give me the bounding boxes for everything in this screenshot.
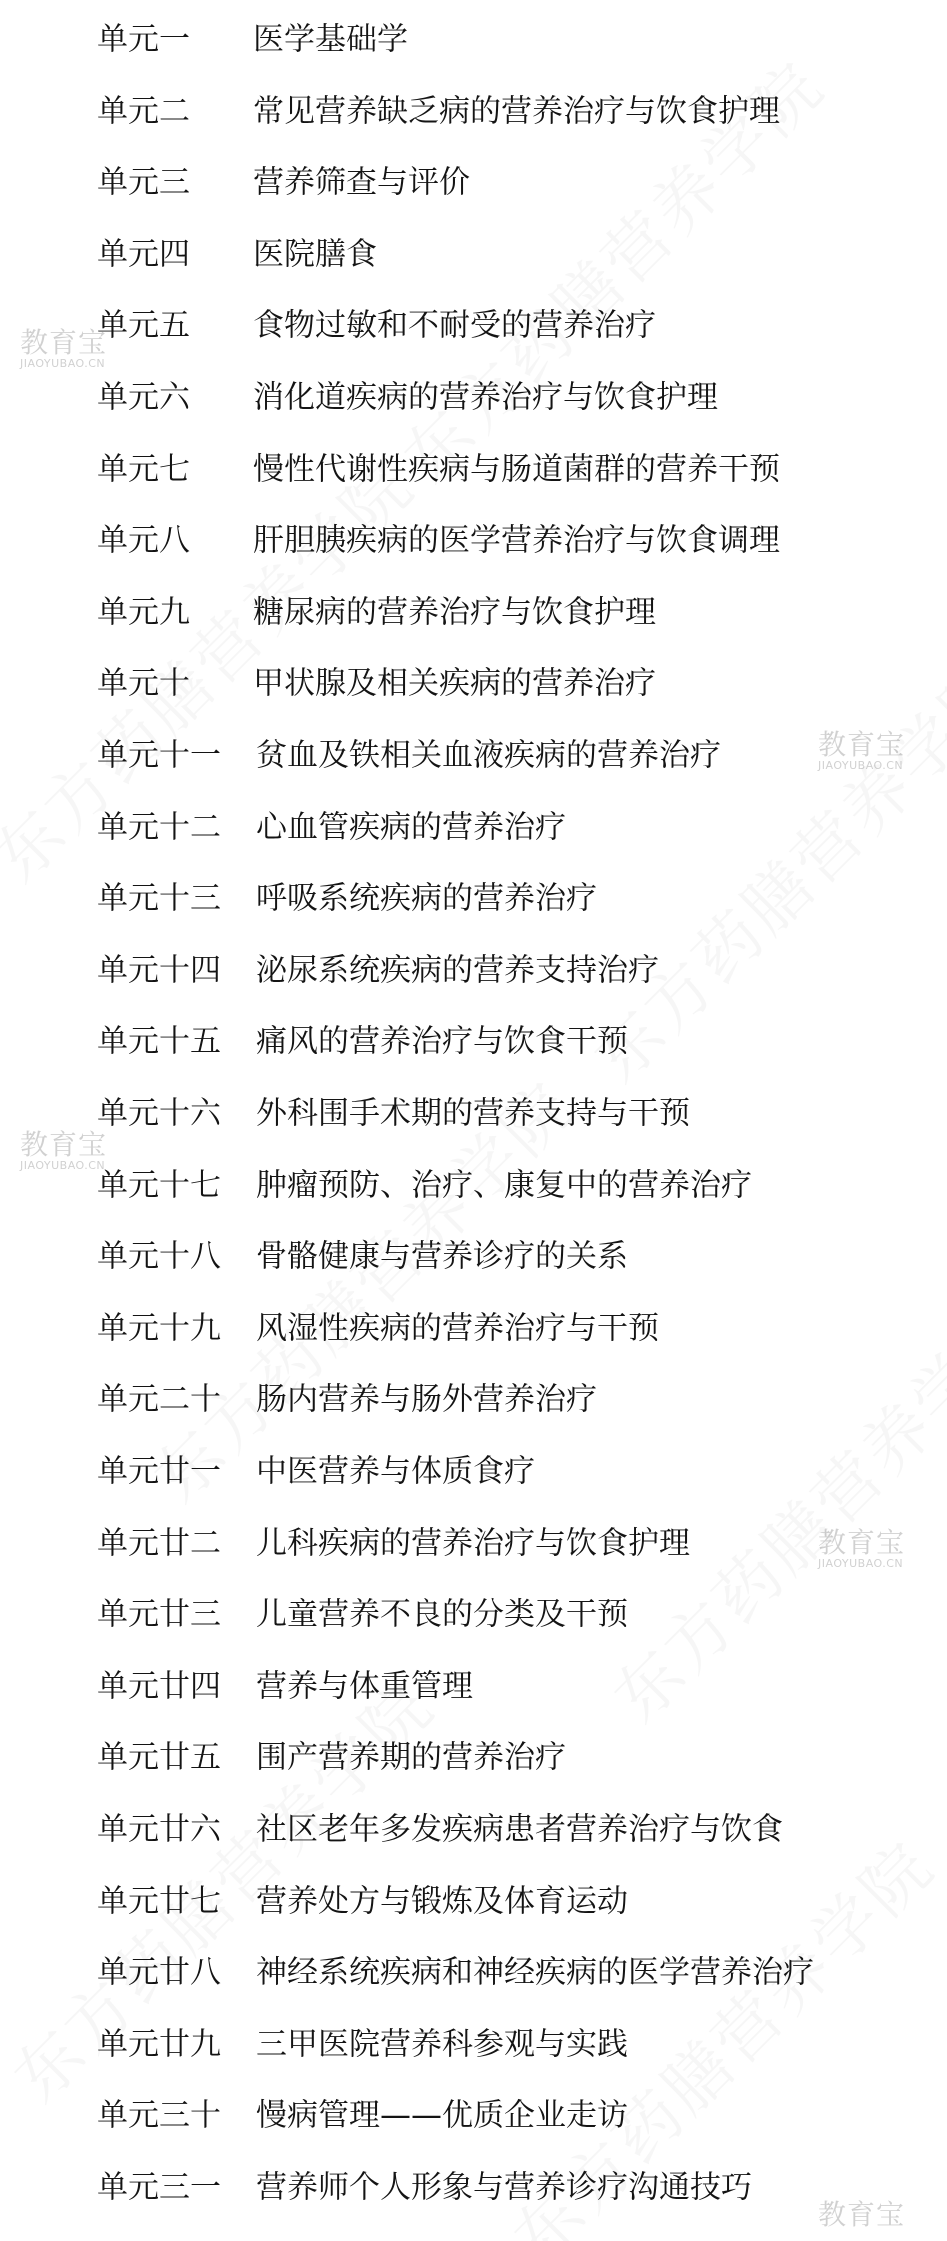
unit-number: 单元二十: [97, 1381, 221, 1418]
unit-title: 肝胆胰疾病的医学营养治疗与饮食调理: [253, 522, 780, 559]
unit-title: 泌尿系统疾病的营养支持治疗: [256, 952, 659, 989]
unit-number: 单元廿二: [97, 1525, 221, 1562]
unit-title: 食物过敏和不耐受的营养治疗: [253, 307, 656, 344]
unit-title: 营养筛查与评价: [253, 164, 470, 201]
unit-number: 单元十四: [97, 952, 221, 989]
unit-title: 痛风的营养治疗与饮食干预: [256, 1023, 628, 1060]
unit-number: 单元十一: [97, 737, 221, 774]
unit-number: 单元四: [97, 236, 190, 273]
unit-title: 肿瘤预防、治疗、康复中的营养治疗: [256, 1167, 752, 1204]
unit-number: 单元三一: [97, 2169, 221, 2206]
unit-number: 单元廿九: [97, 2026, 221, 2063]
unit-number: 单元廿七: [97, 1883, 221, 1920]
unit-row: [0, 716, 947, 788]
unit-number: 单元二: [97, 93, 190, 130]
unit-title: 医院膳食: [253, 236, 377, 273]
unit-row: [0, 645, 947, 717]
unit-title: 呼吸系统疾病的营养治疗: [256, 880, 597, 917]
unit-row: [0, 215, 947, 287]
unit-title: 围产营养期的营养治疗: [256, 1739, 566, 1776]
unit-row: [0, 287, 947, 359]
unit-number: 单元十三: [97, 880, 221, 917]
unit-number: 单元九: [97, 594, 190, 631]
unit-title: 贫血及铁相关血液疾病的营养治疗: [256, 737, 721, 774]
unit-row: [0, 2148, 947, 2220]
unit-number: 单元十六: [97, 1095, 221, 1132]
unit-number: 单元七: [97, 451, 190, 488]
unit-row: [0, 1361, 947, 1433]
unit-row: [0, 1504, 947, 1576]
unit-number: 单元廿八: [97, 1954, 221, 1991]
unit-title: 三甲医院营养科参观与实践: [256, 2026, 628, 2063]
watermark-logo-cn: 教育宝: [818, 1526, 906, 1559]
unit-number: 单元三: [97, 164, 190, 201]
unit-title: 中医营养与体质食疗: [256, 1453, 535, 1490]
watermark-logo-cn: 教育宝: [818, 728, 906, 761]
unit-number: 单元三十: [97, 2097, 221, 2134]
unit-row: [0, 1719, 947, 1791]
unit-title: 慢病管理——优质企业走访: [256, 2097, 628, 2134]
unit-row: [0, 0, 947, 72]
watermark-logo-en: JIAOYUBAO.CN: [818, 1557, 904, 1570]
unit-title: 风湿性疾病的营养治疗与干预: [256, 1310, 659, 1347]
unit-title: 骨骼健康与营养诊疗的关系: [256, 1238, 628, 1275]
unit-title: 社区老年多发疾病患者营养治疗与饮食: [256, 1811, 783, 1848]
unit-title: 儿科疾病的营养治疗与饮食护理: [256, 1525, 690, 1562]
unit-row: [0, 1647, 947, 1719]
unit-row: [0, 1074, 947, 1146]
unit-title: 常见营养缺乏病的营养治疗与饮食护理: [253, 93, 780, 130]
unit-title: 慢性代谢性疾病与肠道菌群的营养干预: [253, 451, 780, 488]
unit-row: [0, 143, 947, 215]
watermark-logo-en: JIAOYUBAO.CN: [818, 759, 904, 772]
unit-row: [0, 430, 947, 502]
unit-title: 糖尿病的营养治疗与饮食护理: [253, 594, 656, 631]
unit-row: [0, 1289, 947, 1361]
unit-row: [0, 573, 947, 645]
unit-title: 肠内营养与肠外营养治疗: [256, 1381, 597, 1418]
unit-number: 单元十: [97, 665, 190, 702]
unit-title: 心血管疾病的营养治疗: [256, 809, 566, 846]
unit-row: [0, 1790, 947, 1862]
unit-row: [0, 358, 947, 430]
unit-row: [0, 72, 947, 144]
unit-row: [0, 788, 947, 860]
unit-row: [0, 859, 947, 931]
unit-title: 神经系统疾病和神经疾病的医学营养治疗: [256, 1954, 814, 1991]
unit-title: 营养处方与锻炼及体育运动: [256, 1883, 628, 1920]
unit-number: 单元十二: [97, 809, 221, 846]
unit-number: 单元八: [97, 522, 190, 559]
unit-title: 营养师个人形象与营养诊疗沟通技巧: [256, 2169, 752, 2206]
unit-title: 甲状腺及相关疾病的营养治疗: [253, 665, 656, 702]
unit-number: 单元廿一: [97, 1453, 221, 1490]
unit-row: [0, 1432, 947, 1504]
unit-title: 营养与体重管理: [256, 1668, 473, 1705]
watermark-logo-cn: 教育宝: [20, 326, 108, 359]
watermark-logo-cn: 教育宝: [818, 2198, 906, 2231]
unit-number: 单元廿四: [97, 1668, 221, 1705]
unit-title: 医学基础学: [253, 21, 408, 58]
unit-number: 单元六: [97, 379, 190, 416]
unit-number: 单元十九: [97, 1310, 221, 1347]
unit-row: [0, 501, 947, 573]
watermark-logo-en: JIAOYUBAO.CN: [20, 357, 106, 370]
unit-number: 单元十八: [97, 1238, 221, 1275]
unit-number: 单元廿三: [97, 1596, 221, 1633]
unit-row: [0, 1217, 947, 1289]
unit-number: 单元廿六: [97, 1811, 221, 1848]
unit-row: [0, 1003, 947, 1075]
unit-row: [0, 2077, 947, 2149]
unit-row: [0, 1146, 947, 1218]
unit-number: 单元十五: [97, 1023, 221, 1060]
unit-row: [0, 931, 947, 1003]
unit-title: 消化道疾病的营养治疗与饮食护理: [253, 379, 718, 416]
watermark-logo-cn: 教育宝: [20, 1128, 108, 1161]
unit-number: 单元五: [97, 307, 190, 344]
unit-row: [0, 2005, 947, 2077]
unit-number: 单元廿五: [97, 1739, 221, 1776]
watermark-logo-en: JIAOYUBAO.CN: [20, 1159, 106, 1172]
unit-title: 外科围手术期的营养支持与干预: [256, 1095, 690, 1132]
unit-row: [0, 1575, 947, 1647]
unit-row: [0, 1933, 947, 2005]
unit-number: 单元一: [97, 21, 190, 58]
unit-title: 儿童营养不良的分类及干预: [256, 1596, 628, 1633]
unit-number: 单元十七: [97, 1167, 221, 1204]
unit-row: [0, 1862, 947, 1934]
